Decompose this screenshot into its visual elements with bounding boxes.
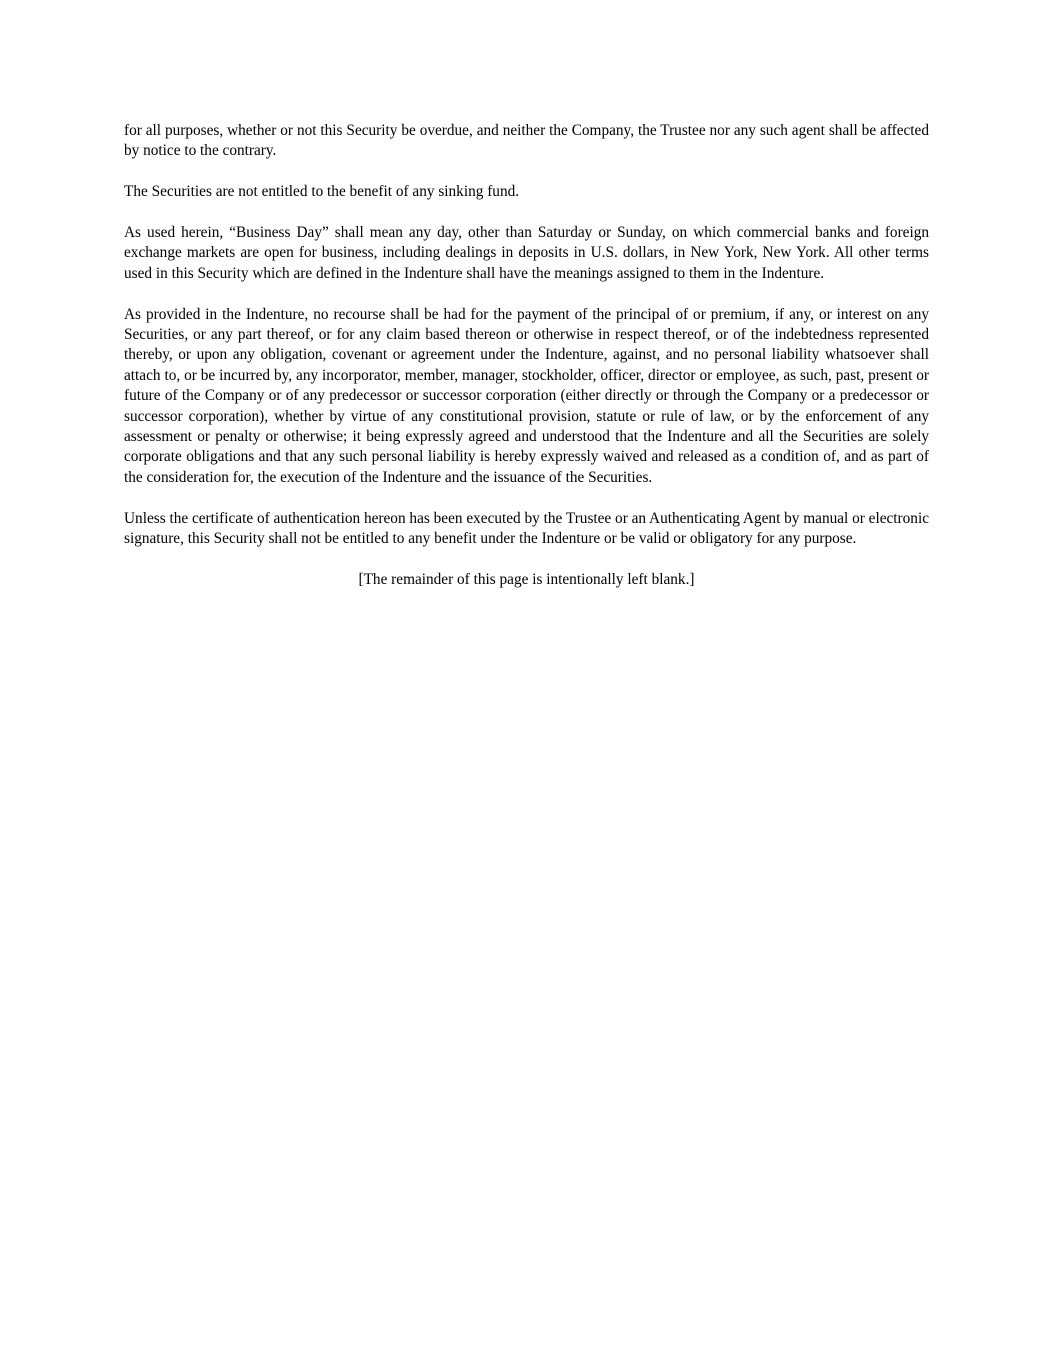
- paragraph-business-day-definition: As used herein, “Business Day” shall mean any day, other than Saturday or Sunday, on which commercial banks and foreign exchange markets are open for business, including dealings in deposits in U.S. dollars, in New York, New York. All other terms used in this Security which are defined in the Indenture shall have the meanings assigned to them in the Indenture.: [124, 224, 929, 282]
- page-intentionally-blank-note: [The remainder of this page is intentionally left blank.]: [358, 570, 695, 588]
- paragraph-overdue-notice: for all purposes, whether or not this Security be overdue, and neither the Company, the Trustee nor any such agent shall be affected by notice to the contrary.: [124, 122, 929, 160]
- paragraph-authentication-requirement: Unless the certificate of authentication hereon has been executed by the Trustee or an Authenticating Agent by manual or electronic signature, this Security shall not be entitled to any benefit under the Indenture or be valid or obligatory for any purpose.: [124, 509, 929, 548]
- paragraph-no-recourse: As provided in the Indenture, no recourse shall be had for the payment of the principal of or premium, if any, or interest on any Securities, or any part thereof, or for any claim based thereon or otherwise in respect thereof, or of the indebtedness represented thereby, or upon any obligation, covenant or agreement under the Indenture, against, and no personal liability whatsoever shall attach to, or be incurred by, any incorporator, member, manager, stockholder, officer, director or employee, as such, past, present or future of the Company or of any predecessor or successor corporation (either directly or through the Company or a predecessor or successor corporation), whether by virtue of any constitutional provision, statute or rule of law, or by the enforcement of any assessment or penalty or otherwise; it being expressly agreed and understood that the Indenture and all the Securities are solely corporate obligations and that any such personal liability is hereby expressly waived and released as a condition of, and as part of the consideration for, the execution of the Indenture and the issuance of the Securities.: [124, 305, 929, 486]
- paragraph-sinking-fund: The Securities are not entitled to the benefit of any sinking fund.: [124, 183, 520, 201]
